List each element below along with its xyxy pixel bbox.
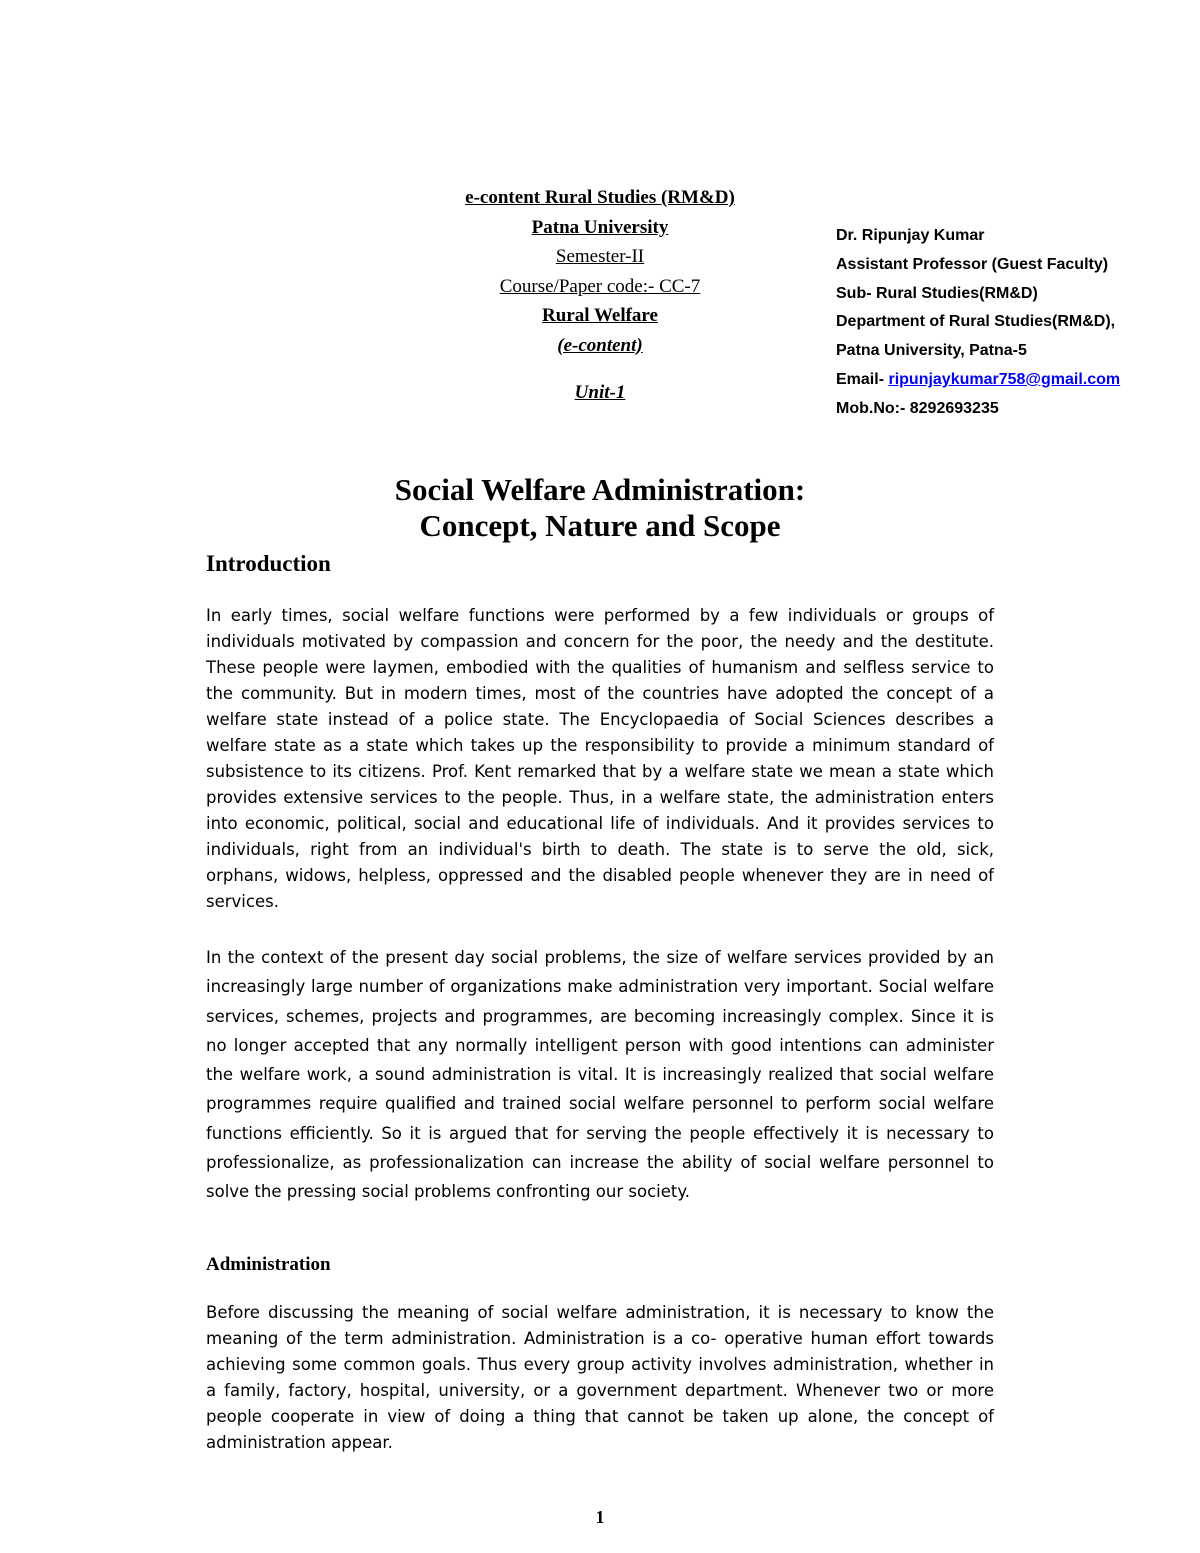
author-university: Patna University, Patna-5 — [836, 342, 1027, 360]
author-designation: Assistant Professor (Guest Faculty) — [836, 255, 1109, 273]
title-line-1: Social Welfare Administration: — [394, 472, 806, 507]
author-department: Department of Rural Studies(RM&D), — [836, 313, 1116, 331]
author-email-row — [836, 366, 1176, 395]
administration-heading: Administration — [206, 1254, 331, 1275]
university-line: Patna University — [531, 216, 669, 238]
introduction-paragraph-1: In early times, social welfare functions were performed by a few individuals or groups of individuals motivated by compassion and concern for the poor, the needy and the destitute. These people were laymen, embodied with the qualities of humanism and selfless service to the community. But in modern times, most of the countries have adopted the concept of a welfare state instead of a police state. The Encyclopaedia of Social Sciences describes a welfare state as a state which takes up the responsibility to provide a minimum standard of subsistence to its citizens. Prof. Kent remarked that by a welfare state we mean a state which provides extensive services to the people. Thus, in a welfare state, the administration enters into economic, political, social and educational life of individuals. And it provides services to individuals, right from an individual's birth to death. The state is to serve the old, sick, orphans, widows, helpless, oppressed and the disabled people whenever they are in need of services. — [206, 606, 994, 911]
email-label: Email- — [836, 370, 889, 388]
page-number: 1 — [595, 1507, 605, 1527]
author-mobile: Mob.No:- 8292693235 — [836, 399, 999, 417]
author-block — [836, 222, 1176, 424]
author-subject: Sub- Rural Studies(RM&D) — [836, 284, 1038, 302]
unit-label: Unit-1 — [574, 382, 626, 403]
email-link[interactable]: ripunjaykumar758@gmail.com — [888, 370, 1121, 388]
course-header — [400, 183, 800, 408]
introduction-heading: Introduction — [206, 551, 331, 576]
econtent-label: (e-content) — [557, 334, 643, 356]
administration-paragraph: Before discussing the meaning of social welfare administration, it is necessary to know the meaning of the term administration. Administration is a co- operative human effort towards achieving some common goals. Thus every group activity involves administration, whether in a family, factory, hospital, university, or a government department. Whenever two or more people cooperate in view of doing a thing that cannot be taken up alone, the concept of administration appear. — [206, 1303, 994, 1452]
semester-line: Semester-II — [555, 246, 645, 267]
econtent-line: e-content Rural Studies (RM&D) — [465, 187, 735, 208]
paper-title-line: Rural Welfare — [542, 305, 658, 326]
author-name: Dr. Ripunjay Kumar — [836, 227, 985, 244]
document-title — [200, 472, 1000, 544]
course-code-line: Course/Paper code:- CC-7 — [499, 275, 701, 297]
introduction-paragraph-2: In the context of the present day social problems, the size of welfare services provided by an increasingly large number of organizations make administration very important. Social welfare services, schemes, projects and programmes, are becoming increasingly complex. Since it is no longer accepted that any normally intelligent person with good intentions can administer the welfare work, a sound administration is vital. It is increasingly realized that social welfare programmes require qualified and trained social welfare personnel to perform social welfare functions efficiently. So it is argued that for serving the people effectively it is necessary to professionalize, as professionalization can increase the ability of social welfare personnel to solve the pressing social problems confronting our society. — [206, 948, 994, 1202]
title-line-2: Concept, Nature and Scope — [419, 508, 781, 543]
